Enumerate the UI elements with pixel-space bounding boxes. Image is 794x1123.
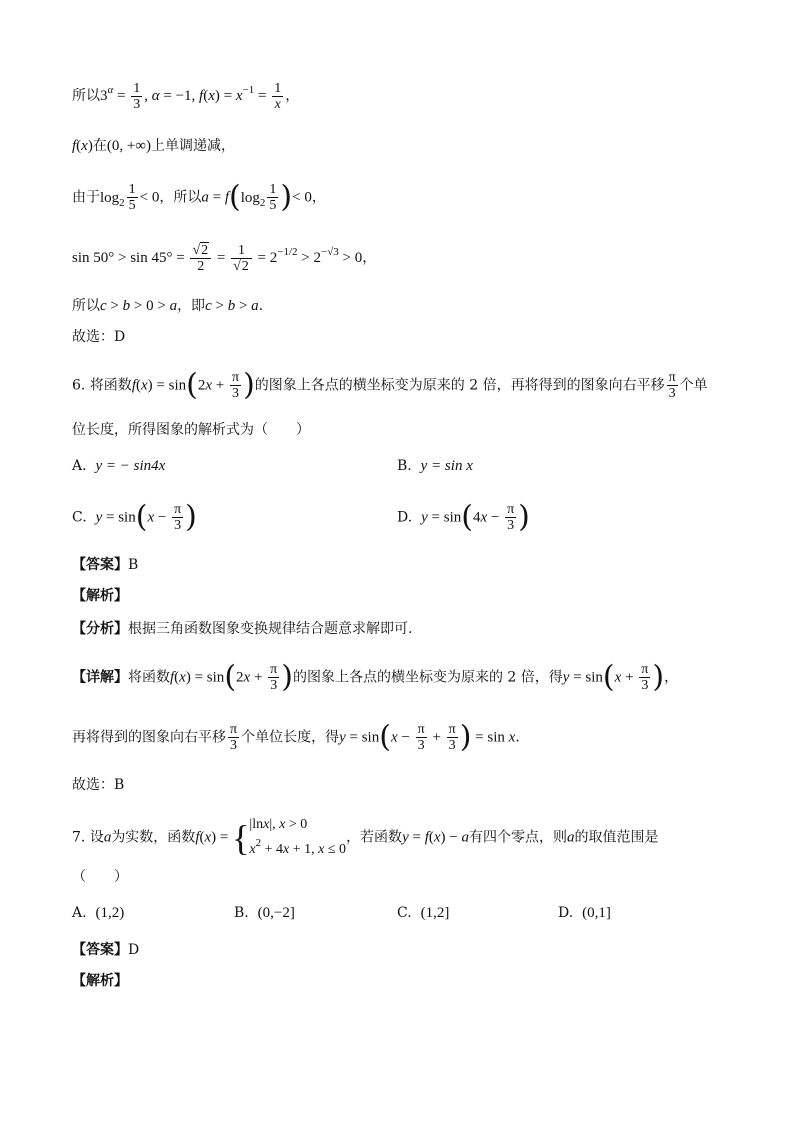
solution-line-3: 由于$\log_2$ $\frac{1}{5}$ < 0，所以$a = f(\log_2$ $\frac{1}{5}$ )< 0， — [72, 179, 326, 215]
solution-line-6: 故选：D — [72, 329, 126, 345]
q7-option-d: D. (0,1] — [558, 905, 611, 921]
q6-option-a: A. y = − sin4x — [72, 458, 166, 474]
solution-line-4: sin 50° > sin 45° = $\frac{√2}{2}$ = $\frac{1}{√2}$ = $2^{-1/2} > 2^{-√3} > 0$， — [72, 242, 377, 274]
q6-option-b: B. y = sin x — [397, 458, 473, 474]
solution-line-5: 所以c > b > 0 > a，即c > b > a. — [72, 298, 264, 314]
q6-option-c: C. y = sin(x − $\frac{\pi}{3}$ ) — [72, 499, 197, 535]
solution-line-1: 所以$3^\alpha$ = $\frac{1}{3}$ , α = −1, $f(x) = x^{-1}$ = $\frac{1}{x}$ ， — [72, 80, 300, 112]
q6-xiangjie-line-1: 【详解】将函数f(x) = sin(2x + $\frac{\pi}{3}$ )的图象上各点的横坐标变为原来的 2 倍，得y = sin(x + $\frac{\pi}{3}$ )， — [72, 659, 679, 695]
question-6-line-2: 位长度，所得图象的解析式为（ ） — [72, 422, 310, 438]
q6-analysis-heading: 【解析】 — [72, 588, 128, 604]
q7-option-a: A. (1,2) — [72, 905, 125, 921]
question-7-line-1: 7. 设a为实数，函数f(x) = { |lnx|, x > 0 $x^2 + 4x + 1$, x ≤ 0 ，若函数y = f(x) − a有四个零点，则a的取值范围是 — [72, 817, 659, 858]
q6-fenxi: 【分析】根据三角函数图象变换规律结合题意求解即可. — [72, 621, 413, 637]
q7-option-b: B. (0,−2] — [234, 905, 295, 921]
question-6-line-1: 6. 将函数f(x) = sin(2x + $\frac{\pi}{3}$ )的图象上各点的横坐标变为原来的 2 倍，再将得到的图象向右平移 $\frac{\pi}{3}$ 个单 — [72, 367, 708, 403]
q6-answer: 【答案】B — [72, 557, 139, 573]
q6-xiangjie-line-2: 再将得到的图象向右平移 $\frac{\pi}{3}$ 个单位长度，得y = sin(x − $\frac{\pi}{3}$ + $\frac{\pi}{3}$ ) = sin x. — [72, 719, 520, 755]
q6-option-d: D. y = sin(4x − $\frac{\pi}{3}$ ) — [397, 499, 530, 535]
q6-select: 故选：B — [72, 777, 125, 793]
q7-option-c: C. (1,2] — [397, 905, 450, 921]
question-7-line-2: （ ） — [72, 869, 128, 885]
q7-analysis-heading: 【解析】 — [72, 973, 128, 989]
solution-line-2: f(x)在(0, +∞)上单调递减， — [72, 138, 235, 154]
q7-answer: 【答案】D — [72, 942, 140, 958]
